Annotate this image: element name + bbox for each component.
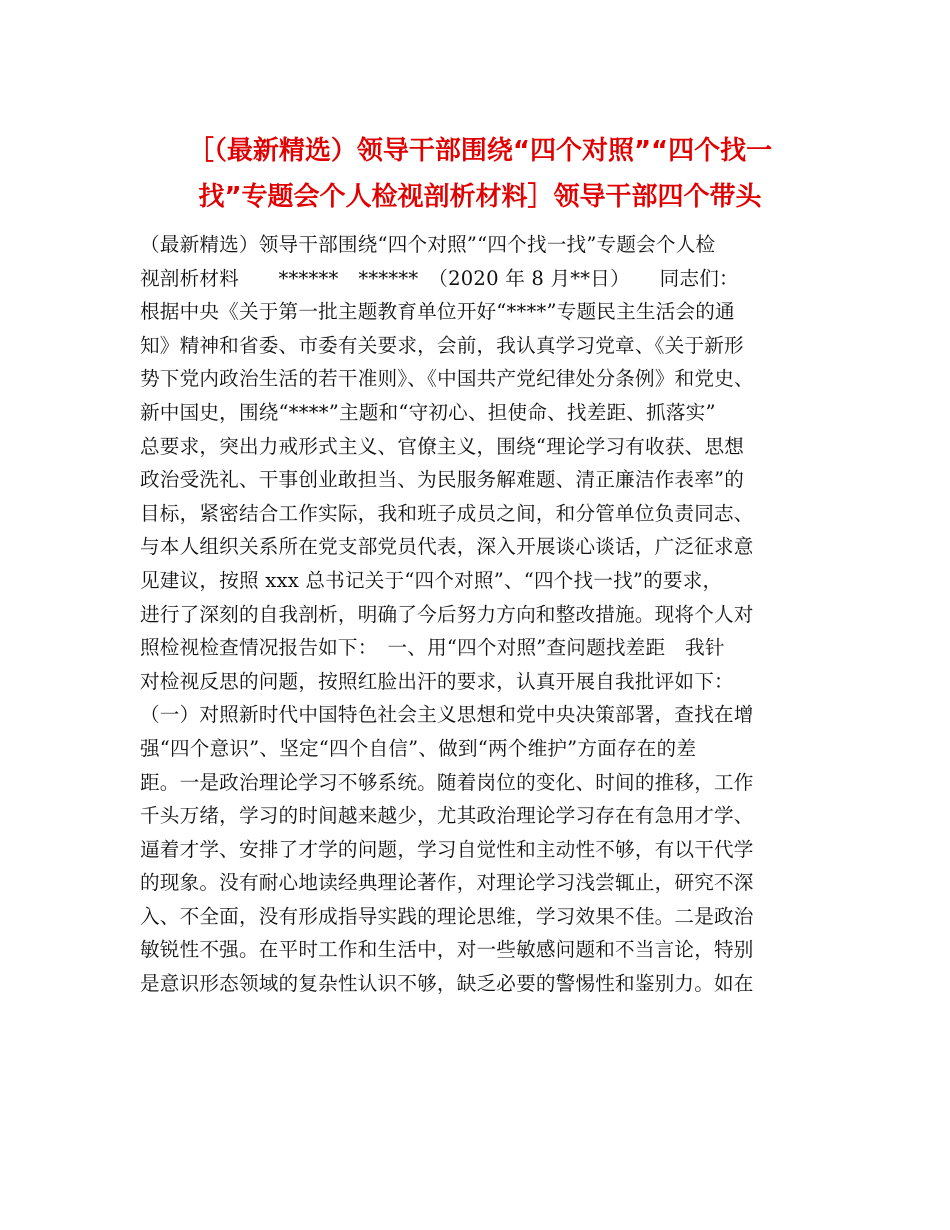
body-line: 敏锐性不强。在平时工作和生活中，对一些敏感问题和不当言论，特别 xyxy=(140,938,754,962)
title-line: ［（最新精选）领导干部围绕“四个对照”“四个找一 xyxy=(187,136,773,166)
body-line: （一）对照新时代中国特色社会主义思想和党中央决策部署，查找在增 xyxy=(140,703,754,727)
body-line: 强“四个意识”、坚定“四个自信”、做到“两个维护”方面存在的差 xyxy=(140,736,697,760)
body-line: 目标，紧密结合工作实际，我和班子成员之间，和分管单位负责同志、 xyxy=(140,501,754,525)
body-line: 新中国史，围绕“****”主题和“守初心、担使命、找差距、抓落实” xyxy=(140,400,716,424)
body-line: 与本人组织关系所在党支部党员代表，深入开展谈心谈话，广泛征求意 xyxy=(140,535,754,559)
body-line: 见建议，按照 xxx 总书记关于“四个对照”、“四个找一找”的要求， xyxy=(140,568,723,592)
document-body xyxy=(140,228,830,1001)
body-line: 照检视检查情况报告如下： 一、用“四个对照”查问题找差距 我针 xyxy=(140,636,725,660)
body-line: （最新精选）领导干部围绕“四个对照”“四个找一找”专题会个人检 xyxy=(140,233,716,256)
body-line: 是意识形态领域的复杂性认识不够，缺乏必要的警惕性和鉴别力。如在 xyxy=(140,972,754,996)
body-line: 势下党内政治生活的若干准则》、《中国共产党纪律处分条例》和党史、 xyxy=(140,367,754,391)
body-line: 千头万绪，学习的时间越来越少，尤其政治理论学习存在有急用才学、 xyxy=(140,804,754,828)
body-line: 距。一是政治理论学习不够系统。随着岗位的变化、时间的推移，工作 xyxy=(140,770,754,794)
title-line: 找”专题会个人检视剖析材料］领导干部四个带头 xyxy=(198,182,762,212)
body-line: 政治受洗礼、干事创业敢担当、为民服务解难题、清正廉洁作表率”的 xyxy=(140,468,745,492)
body-line: 的现象。没有耐心地读经典理论著作，对理论学习浅尝辄止，研究不深 xyxy=(140,871,754,895)
document-title xyxy=(140,128,820,220)
body-line: 对检视反思的问题，按照红脸出汗的要求，认真开展自我批评如下： xyxy=(140,669,734,693)
body-line: 入、不全面，没有形成指导实践的理论思维，学习效果不佳。二是政治 xyxy=(140,904,754,928)
body-line: 视剖析材料 ****** ****** （2020 年 8 月**日） 同志们： xyxy=(140,266,739,290)
body-line: 知》精神和省委、市委有关要求，会前，我认真学习党章、《关于新形 xyxy=(140,333,744,357)
body-line: 根据中央《关于第一批主题教育单位开好“****”专题民主生活会的通 xyxy=(140,300,735,324)
body-line: 总要求，突出力戒形式主义、官僚主义，围绕“理论学习有收获、思想 xyxy=(140,434,745,458)
body-line: 进行了深刻的自我剖析，明确了今后努力方向和整改措施。现将个人对 xyxy=(140,602,754,626)
body-line: 逼着才学、安排了才学的问题，学习自觉性和主动性不够，有以干代学 xyxy=(140,837,754,861)
